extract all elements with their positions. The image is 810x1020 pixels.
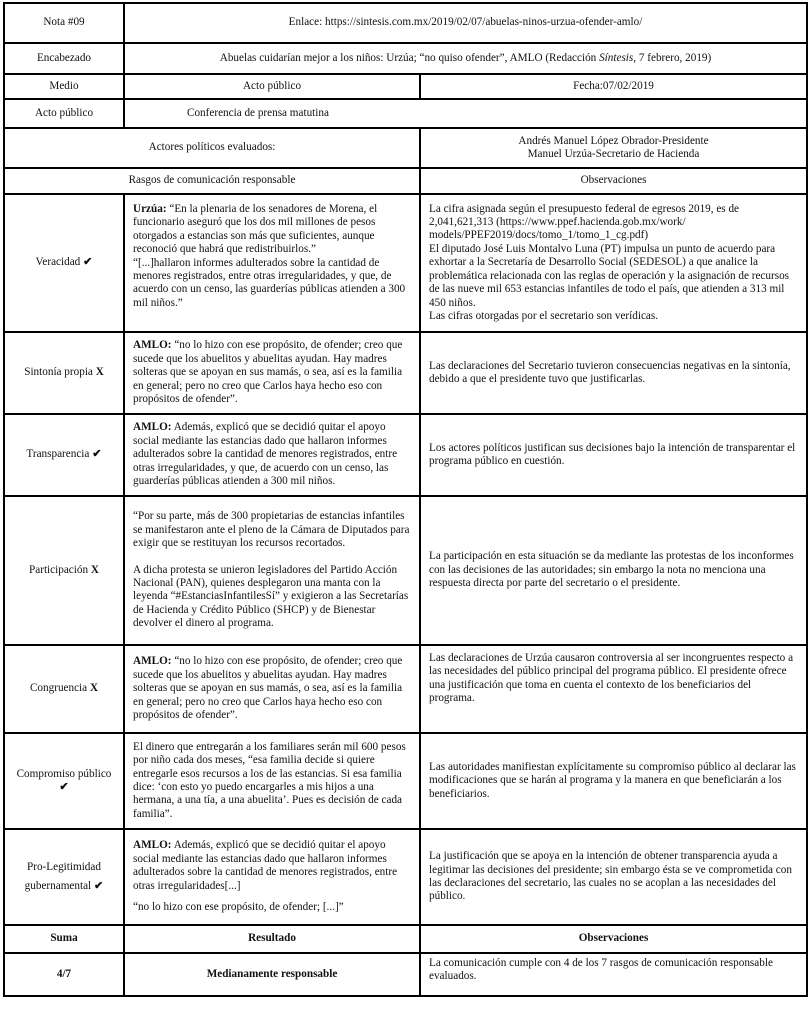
- check-icon: ✔: [93, 880, 104, 892]
- quote-text: “no lo hizo con ese propósito, de ofender; creo que sucede que los abuelitos y abuelitas ayudan. Hay madres solteras que se apoyan en sus mamás, o sea, así es la familia en general; pero no creo que Carlos haya hecho eso con propósitos de ofender”.: [133, 339, 403, 406]
- trait-evidence: [124, 829, 420, 925]
- medio-value: Acto público: [124, 74, 420, 99]
- trait-label: [4, 496, 124, 645]
- encabezado-text-post: , 7 febrero, 2019): [633, 51, 712, 64]
- trait-observation: Las declaraciones de Urzúa causaron controversia al ser incongruentes respecto a las necesidades del público principal del programa público. El presidente ofrece una justificación que toma en cuenta el contexto de los beneficiarios del programa.: [420, 645, 807, 733]
- summary-header-row: [4, 925, 807, 953]
- quote-text: “Por su parte, más de 300 propietarias de estancias infantiles se manifestaron ante el pleno de la Cámara de Diputados para exigir que se restituyan los recursos recortados.: [133, 510, 410, 550]
- quote-text: “En la plenaria de los senadores de Morena, el funcionario aseguró que los dos mil millones de pesos otorgados a estancias son más que suficientes, aunque reconoció que habrá que redistribuirlos.”: [133, 202, 378, 256]
- trait-observation: Los actores políticos justifican sus decisiones bajo la intención de transparentar el programa público en cuestión.: [420, 414, 807, 496]
- summary-observation: La comunicación cumple con 4 de los 7 rasgos de comunicación responsable evaluados.: [420, 953, 807, 996]
- actor-item: Andrés Manuel López Obrador-Presidente: [518, 134, 709, 147]
- trait-label: [4, 645, 124, 733]
- encabezado-text-pre: Abuelas cuidarían mejor a los niños: Urzúa; “no quiso ofender”, AMLO (Redacción: [219, 51, 600, 64]
- summary-values-row: [4, 953, 807, 996]
- trait-observation: [420, 194, 807, 332]
- actores-list: [420, 128, 807, 168]
- rasgos-header: Rasgos de comunicación responsable: [4, 168, 420, 194]
- cross-icon: X: [89, 682, 99, 695]
- trait-label: [4, 194, 124, 332]
- trait-evidence: [124, 194, 420, 332]
- quote-text: Además, explicó que se decidió quitar el apoyo social mediante las estancias dado que hallaron informes adulterados sobre la cantidad de menores registrados, entre otras irregularidades, y que, de acuerdo con un censo, las guarderías públicas atienden a 300 mil niños.: [133, 421, 398, 488]
- resultado-header: Resultado: [124, 925, 420, 953]
- suma-header: Suma: [4, 925, 124, 953]
- speaker-label: AMLO:: [133, 839, 172, 852]
- fecha-value: Fecha:07/02/2019: [420, 74, 807, 99]
- row-encabezado: [4, 43, 807, 74]
- speaker-label: AMLO:: [133, 421, 172, 434]
- trait-row-compromiso-publico: [4, 733, 807, 829]
- observaciones-header: Observaciones: [420, 168, 807, 194]
- trait-name: Congruencia: [29, 682, 88, 695]
- encabezado-source: Síntesis: [599, 51, 634, 64]
- trait-name: Sintonía propia: [24, 366, 93, 379]
- trait-evidence: [124, 496, 420, 645]
- check-icon: ✔: [83, 256, 93, 269]
- acto-label: Acto público: [4, 99, 124, 128]
- observation-text: La cifra asignada según el presupuesto federal de egresos 2019, es de 2,041,621,313 (https://www.ppef.hacienda.gob.mx/work/ models/PPEF2019/docs/tomo_1/tomo_1_cg.pdf): [429, 202, 740, 242]
- row-actores: [4, 128, 807, 168]
- trait-row-pro-legitimidad: [4, 829, 807, 925]
- quote-text: “[...]hallaron informes adulterados sobre la cantidad de menores registrados, entre otras irregularidades, y que, de acuerdo con un censo, las guarderías públicas atienden a 300 mil niños.”: [133, 256, 406, 309]
- trait-row-transparencia: [4, 414, 807, 496]
- trait-evidence: [124, 332, 420, 414]
- acto-value: Conferencia de prensa matutina: [124, 99, 807, 128]
- actor-item: Manuel Urzúa-Secretario de Hacienda: [527, 148, 700, 160]
- cross-icon: X: [90, 563, 99, 576]
- trait-label: [4, 414, 124, 496]
- trait-evidence: [124, 645, 420, 733]
- enlace-link[interactable]: Enlace: https://sintesis.com.mx/2019/02/07/abuelas-ninos-urzua-ofender-amlo/: [124, 3, 807, 43]
- trait-row-veracidad: [4, 194, 807, 332]
- trait-label: [4, 829, 124, 925]
- trait-observation: La participación en esta situación se da mediante las protestas de los inconformes con las decisiones de las autoridades; sin embargo la nota no menciona una respuesta directa por parte del secretario o el presidente.: [420, 496, 807, 645]
- trait-name: Participación: [29, 563, 89, 576]
- nota-label: Nota #09: [4, 3, 124, 43]
- trait-name: Compromiso público: [16, 767, 112, 780]
- trait-row-participacion: [4, 496, 807, 645]
- trait-label: [4, 733, 124, 829]
- summary-observaciones-header: Observaciones: [420, 925, 807, 953]
- trait-evidence: [124, 733, 420, 829]
- row-acto-publico: [4, 99, 807, 128]
- speaker-label: AMLO:: [133, 655, 172, 668]
- trait-row-congruencia: [4, 645, 807, 733]
- observation-text: Las cifras otorgadas por el secretario son verídicas.: [429, 309, 659, 322]
- row-column-headers: [4, 168, 807, 194]
- resultado-value: Medianamente responsable: [124, 953, 420, 996]
- medio-label: Medio: [4, 74, 124, 99]
- cross-icon: X: [95, 366, 104, 379]
- check-icon: ✔: [92, 448, 102, 461]
- quote-text: “no lo hizo con ese propósito, de ofender; [...]”: [133, 901, 344, 914]
- trait-name: Transparencia: [26, 448, 90, 461]
- trait-name: Veracidad: [35, 256, 81, 269]
- trait-evidence: [124, 414, 420, 496]
- actores-label: Actores políticos evaluados:: [4, 128, 420, 168]
- quote-text: Además, explicó que se decidió quitar el apoyo social mediante las estancias dado que hallaron informes adulterados sobre la cantidad de menores registrados, entre otras irregularidades[...]: [133, 839, 398, 892]
- trait-observation: La justificación que se apoya en la intención de obtener transparencia ayuda a legitimar las decisiones del presidente; sin embargo ésta se ve comprometida con las declaraciones del secretario, las cuales no se acoplan a las necesidades del público.: [420, 829, 807, 925]
- trait-observation: Las autoridades manifiestan explícitamente su compromiso público al declarar las modificaciones que se harán al programa y la manera en que beneficiarán a los beneficiarios.: [420, 733, 807, 829]
- encabezado-label: Encabezado: [4, 43, 124, 74]
- row-medio: [4, 74, 807, 99]
- trait-row-sintonia-propia: [4, 332, 807, 414]
- evaluation-table: [3, 2, 808, 997]
- quote-text: El dinero que entregarán a los familiares serán mil 600 pesos por niño cada dos meses, “esa familia decide si quiere entregarle esos recursos a los de las estancias. Si esa familia dice: ‘con esto yo puedo encargarles a mis hijos a una hermana, a una tía, a una abuelita’. Pues es decisión de cada familia”.: [133, 740, 406, 820]
- trait-observation: Las declaraciones del Secretario tuvieron consecuencias negativas en la sintonía, debido a que el presidente tuvo que justificarlas.: [420, 332, 807, 414]
- suma-value: 4/7: [4, 953, 124, 996]
- speaker-label: AMLO:: [133, 339, 172, 352]
- observation-text: El diputado José Luis Montalvo Luna (PT) impulsa un punto de acuerdo para exhortar a la Secretaría de Desarrollo Social (SEDESOL) a que analice la problemática relacionada con las reglas de operación y la asignación de recursos de las nueve mil 653 estancias infantiles de todo el país, que atienden a 313 mil 450 niños.: [429, 242, 790, 309]
- quote-text: A dicha protesta se unieron legisladores del Partido Acción Nacional (PAN), quienes desplegaron una manta con la leyenda “#EstanciasInfantilesSí” y exigieron a las Secretarías de Hacienda y Crédito Público (SHCP) y de Bienestar devolver el dinero al programa.: [133, 563, 409, 630]
- quote-text: “no lo hizo con ese propósito, de ofender; creo que sucede que los abuelitos y abuelitas ayudan. Hay madres solteras que se apoyan en sus mamás, o sea, así es la familia en general; pero no creo que Carlos haya hecho eso con propósitos de ofender”.: [133, 655, 403, 722]
- trait-name: Pro-Legitimidad gubernamental: [24, 861, 101, 892]
- row-nota: [4, 3, 807, 43]
- trait-label: [4, 332, 124, 414]
- speaker-label: Urzúa:: [133, 202, 167, 215]
- check-icon: ✔: [59, 781, 69, 793]
- encabezado-text: [124, 43, 807, 74]
